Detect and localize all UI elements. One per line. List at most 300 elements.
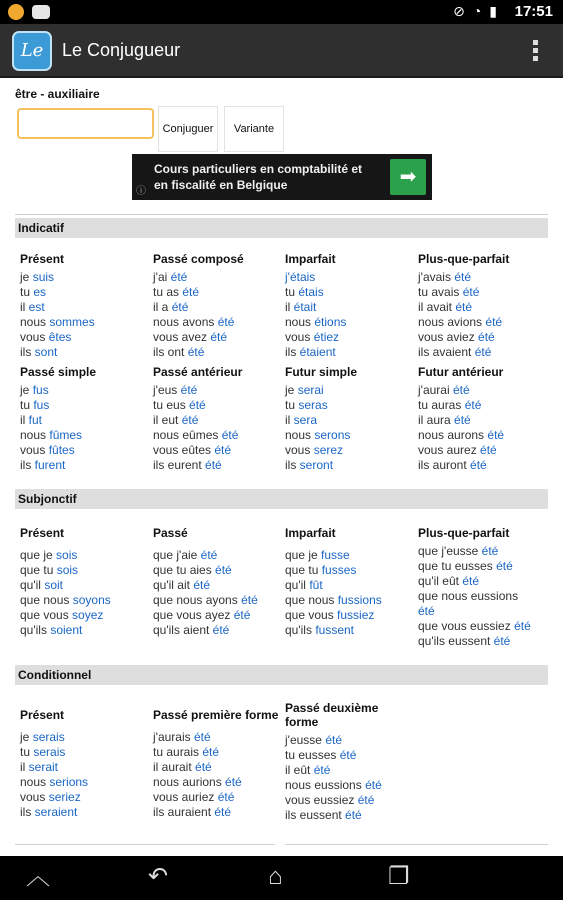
verb-form: été xyxy=(365,778,382,792)
conjugation-row xyxy=(418,383,548,398)
pronoun: vous xyxy=(20,330,49,344)
app-logo-text: Le xyxy=(20,40,44,61)
conjugation-row xyxy=(20,593,150,608)
conjugation-row xyxy=(153,285,283,300)
pronoun: qu'il ait xyxy=(153,578,194,592)
verb-form: soit xyxy=(44,578,63,592)
tense-name: Présent xyxy=(20,252,65,266)
verb-form: été xyxy=(217,790,235,804)
pronoun: qu'il eût xyxy=(418,574,463,588)
verb-form: serait xyxy=(28,760,59,774)
tense-name: Présent xyxy=(20,708,65,722)
pronoun: nous xyxy=(20,315,50,329)
conjugation-row xyxy=(285,285,415,300)
verb-form: étaient xyxy=(299,345,336,359)
verb-form: été xyxy=(345,808,362,822)
conjugation-row xyxy=(285,270,415,285)
ad-arrow-icon[interactable]: ➡ xyxy=(390,159,426,195)
verb-form: serai xyxy=(297,383,324,397)
variant-button[interactable]: Variante xyxy=(224,106,284,152)
conjugation-row xyxy=(285,593,415,608)
verb-form: été xyxy=(200,548,218,562)
pronoun: que nous xyxy=(20,593,73,607)
verb-form: été xyxy=(480,443,497,457)
tense-sub-passe xyxy=(153,526,283,638)
verb-form: fût xyxy=(309,578,323,592)
conjugation-row xyxy=(20,805,150,820)
tense-sub-present xyxy=(20,526,150,638)
pronoun: vous avez xyxy=(153,330,211,344)
verb-form: été xyxy=(452,383,470,397)
verb-form: été xyxy=(171,300,189,314)
conjugation-row xyxy=(20,790,150,805)
verb-form: furent xyxy=(34,458,66,472)
conjugation-row xyxy=(153,745,283,760)
verb-form: sois xyxy=(56,548,78,562)
verb-form: été xyxy=(462,285,480,299)
verb-form: été xyxy=(214,805,232,819)
pronoun: qu'ils eussent xyxy=(418,634,494,648)
verb-form: été xyxy=(214,443,232,457)
pronoun: je xyxy=(20,383,33,397)
main-content xyxy=(0,78,563,856)
pronoun: que nous eussions xyxy=(418,589,519,603)
conjugation-row xyxy=(285,413,415,428)
verb-form: été xyxy=(210,330,228,344)
tense-name: Passé xyxy=(153,526,188,540)
pronoun: nous avons xyxy=(153,315,218,329)
verb-form: été xyxy=(202,745,220,759)
verb-form: été xyxy=(487,428,505,442)
verb-form: j'étais xyxy=(285,270,316,284)
verb-form: été xyxy=(478,330,495,344)
pronoun: qu'il xyxy=(20,578,45,592)
pronoun: que vous xyxy=(20,608,73,622)
pronoun: ils xyxy=(285,345,300,359)
conjugation-row xyxy=(20,563,150,578)
up-chevron-icon[interactable]: ︿ xyxy=(26,863,50,890)
conjugation-row xyxy=(153,593,283,608)
ad-banner[interactable] xyxy=(132,154,432,200)
conjugation-row xyxy=(20,608,150,623)
tense-sub-imparfait xyxy=(285,526,415,638)
verb-form: été xyxy=(418,604,435,618)
verb-form: était xyxy=(293,300,317,314)
home-icon[interactable]: ⌂ xyxy=(268,863,283,890)
conjugation-row xyxy=(153,548,283,563)
tense-name: Passé antérieur xyxy=(153,365,243,379)
conjugation-row xyxy=(418,619,548,634)
pronoun: j'ai xyxy=(153,270,171,284)
verb-form: été xyxy=(189,398,206,412)
conjugation-row xyxy=(153,805,283,820)
verb-form: seras xyxy=(298,398,328,412)
pronoun: que tu aies xyxy=(153,563,216,577)
conjugation-row xyxy=(153,458,283,473)
verb-form: été xyxy=(514,619,531,633)
tense-ind-passe-anterieur xyxy=(153,365,283,473)
conjugation-row xyxy=(418,634,548,649)
pronoun: que tu xyxy=(285,563,322,577)
notification-app-icon xyxy=(8,4,24,20)
ad-text xyxy=(154,161,362,193)
pronoun: nous aurions xyxy=(153,775,226,789)
conjugation-row xyxy=(285,793,395,808)
divider xyxy=(285,844,548,845)
conjugation-row xyxy=(418,300,548,315)
section-subjonctif: Subjonctif xyxy=(15,489,548,509)
conjugation-row xyxy=(418,413,548,428)
verb-form: été xyxy=(485,315,503,329)
conjugation-row xyxy=(285,458,415,473)
conjugation-row xyxy=(153,760,283,775)
verb-form: sont xyxy=(34,345,58,359)
pronoun: vous xyxy=(285,443,314,457)
verb-form: été xyxy=(313,763,331,777)
conjugation-row xyxy=(285,345,415,360)
verb-form: été xyxy=(212,623,230,637)
conjugation-row xyxy=(20,300,150,315)
conjugation-row xyxy=(153,413,283,428)
divider xyxy=(15,214,548,215)
wifi-icon: ◔ xyxy=(472,3,490,19)
ad-line-2: en fiscalité en Belgique xyxy=(154,178,288,192)
verb-form: sommes xyxy=(49,315,95,329)
verb-form: été xyxy=(455,300,473,314)
verb-form: fussions xyxy=(337,593,382,607)
verb-form: fut xyxy=(28,413,43,427)
conjugation-row xyxy=(285,428,415,443)
pronoun: que tu eusses xyxy=(418,559,497,573)
verb-form: été xyxy=(233,608,251,622)
conjugation-row xyxy=(20,345,150,360)
verb-form: été xyxy=(180,383,198,397)
conjugation-row xyxy=(285,563,415,578)
conjugation-row xyxy=(20,383,150,398)
conjugation-row xyxy=(20,578,150,593)
recents-icon[interactable]: ❐ xyxy=(388,863,410,890)
ad-line-1: Cours particuliers en comptabilité et xyxy=(154,162,363,176)
pronoun: ils xyxy=(20,458,35,472)
pronoun: vous auriez xyxy=(153,790,218,804)
pronoun: qu'ils aient xyxy=(153,623,213,637)
verb-form: été xyxy=(454,270,471,284)
verb-form: été xyxy=(464,398,482,412)
verb-input[interactable] xyxy=(17,108,154,139)
pronoun: tu eus xyxy=(153,398,190,412)
pronoun: nous eûmes xyxy=(153,428,222,442)
conjugation-row xyxy=(418,330,548,345)
conjugation-row xyxy=(20,443,150,458)
pronoun: ils eurent xyxy=(153,458,206,472)
verb-form: serions xyxy=(49,775,89,789)
divider xyxy=(15,844,275,845)
pronoun: que nous xyxy=(285,593,338,607)
conjugation-row xyxy=(153,300,283,315)
verb-form: été xyxy=(481,544,499,558)
tense-name: Imparfait xyxy=(285,526,336,540)
conjugation-row xyxy=(153,563,283,578)
verb-form: seriez xyxy=(48,790,81,804)
verb-form: été xyxy=(357,793,375,807)
pronoun: vous xyxy=(20,790,49,804)
conjugation-row xyxy=(153,345,283,360)
conjugation-row xyxy=(418,604,548,619)
pronoun: que vous eussiez xyxy=(418,619,515,633)
pronoun: ils xyxy=(20,805,35,819)
verb-form: été xyxy=(182,285,200,299)
pronoun: j'eusse xyxy=(285,733,326,747)
conjugation-row xyxy=(285,778,395,793)
verb-form: seront xyxy=(299,458,334,472)
verb-form: étions xyxy=(314,315,347,329)
pronoun: tu xyxy=(20,398,34,412)
conjugation-row xyxy=(153,775,283,790)
pronoun: vous eussiez xyxy=(285,793,358,807)
verb-form: été xyxy=(496,559,513,573)
pronoun: je xyxy=(285,383,298,397)
clock: 17:51 xyxy=(514,3,553,20)
conjugation-row xyxy=(153,790,283,805)
conjugation-row xyxy=(153,270,283,285)
pronoun: tu auras xyxy=(418,398,465,412)
pronoun: il xyxy=(20,413,29,427)
pronoun: nous aurons xyxy=(418,428,488,442)
verb-form: soient xyxy=(50,623,83,637)
verb-form: étais xyxy=(298,285,324,299)
app-logo-icon[interactable] xyxy=(12,31,52,71)
pronoun: nous xyxy=(20,428,50,442)
verb-form: été xyxy=(205,458,222,472)
verb-form: été xyxy=(462,574,480,588)
pronoun: il xyxy=(20,760,29,774)
pronoun: il eut xyxy=(153,413,182,427)
conjugation-row xyxy=(285,398,415,413)
conjugation-row xyxy=(153,330,283,345)
action-bar xyxy=(0,24,563,78)
conjugation-row xyxy=(20,745,150,760)
verb-form: fusse xyxy=(321,548,350,562)
conjugation-row xyxy=(418,270,548,285)
tense-ind-present xyxy=(20,252,150,360)
conjugate-button[interactable]: Conjuguer xyxy=(158,106,218,152)
verb-form: été xyxy=(454,413,471,427)
verb-form: été xyxy=(217,315,235,329)
verb-form: fûmes xyxy=(49,428,83,442)
tense-sub-plus-que-parfait xyxy=(418,526,548,649)
pronoun: nous xyxy=(285,428,315,442)
pronoun: j'aurais xyxy=(153,730,194,744)
pronoun: tu xyxy=(285,398,299,412)
pronoun: ils eussent xyxy=(285,808,346,822)
verb-form: serez xyxy=(313,443,344,457)
mute-icon: ⊘ xyxy=(453,3,473,19)
conjugation-row xyxy=(285,548,415,563)
conjugation-row xyxy=(285,808,395,823)
verb-form: été xyxy=(339,748,357,762)
tense-ind-imparfait xyxy=(285,252,415,360)
verb-form: sera xyxy=(293,413,318,427)
pronoun: tu eusses xyxy=(285,748,340,762)
overflow-menu-icon[interactable] xyxy=(533,40,539,62)
tense-ind-plus-que-parfait xyxy=(418,252,548,360)
tense-ind-passe-simple xyxy=(20,365,150,473)
conjugation-row xyxy=(418,345,548,360)
conjugation-row xyxy=(20,730,150,745)
verb-form: été xyxy=(193,730,211,744)
status-bar xyxy=(0,0,563,24)
pronoun: que j'eusse xyxy=(418,544,482,558)
battery-icon: ▮ xyxy=(489,3,505,19)
conjugation-row xyxy=(418,544,548,559)
pronoun: ils ont xyxy=(153,345,188,359)
verb-form: fussiez xyxy=(337,608,375,622)
verb-form: êtes xyxy=(48,330,72,344)
tense-name: Plus-que-parfait xyxy=(418,252,510,266)
pronoun: que nous ayons xyxy=(153,593,242,607)
conjugation-row xyxy=(153,398,283,413)
conjugation-row xyxy=(20,623,150,638)
verb-form: fus xyxy=(32,383,49,397)
conjugation-row xyxy=(418,398,548,413)
conjugation-row xyxy=(153,443,283,458)
pronoun: qu'il xyxy=(285,578,310,592)
pronoun: tu avais xyxy=(418,285,463,299)
pronoun: j'eus xyxy=(153,383,181,397)
conjugation-row xyxy=(418,589,548,604)
verb-form: été xyxy=(193,578,210,592)
tense-name: Présent xyxy=(20,526,65,540)
verb-form: été xyxy=(187,345,205,359)
verb-form: été xyxy=(493,634,511,648)
pronoun: ils auront xyxy=(418,458,471,472)
conjugation-row xyxy=(285,443,415,458)
conjugation-row xyxy=(418,574,548,589)
pronoun: qu'ils xyxy=(285,623,316,637)
pronoun: que je xyxy=(285,548,322,562)
conjugation-row xyxy=(285,330,415,345)
conjugation-row xyxy=(153,608,283,623)
tense-name: Imparfait xyxy=(285,252,336,266)
pronoun: que tu xyxy=(20,563,57,577)
pronoun: vous xyxy=(285,330,314,344)
pronoun: j'avais xyxy=(418,270,455,284)
conjugation-row xyxy=(153,578,283,593)
conjugation-row xyxy=(20,458,150,473)
conjugation-row xyxy=(285,315,415,330)
conjugation-row xyxy=(20,315,150,330)
pronoun: tu xyxy=(20,745,34,759)
verb-form: étiez xyxy=(313,330,340,344)
conjugation-row xyxy=(418,443,548,458)
pronoun: il a xyxy=(153,300,172,314)
pronoun: j'aurai xyxy=(418,383,453,397)
tense-name: Plus-que-parfait xyxy=(418,526,510,540)
conjugation-row xyxy=(418,458,548,473)
verb-form: été xyxy=(181,413,199,427)
verb-form: suis xyxy=(32,270,55,284)
conjugation-row xyxy=(153,623,283,638)
conjugation-row xyxy=(285,300,415,315)
pronoun: que je xyxy=(20,548,57,562)
tense-cond-passe-premiere xyxy=(153,708,283,820)
pronoun: nous eussions xyxy=(285,778,366,792)
verb-form: fusses xyxy=(321,563,357,577)
tense-name: Passé deuxième forme xyxy=(285,701,379,729)
section-indicatif: Indicatif xyxy=(15,218,548,238)
conjugation-row xyxy=(285,733,395,748)
pronoun: il aura xyxy=(418,413,455,427)
conjugation-row xyxy=(153,383,283,398)
verb-form: soyez xyxy=(72,608,104,622)
tense-cond-passe-deuxieme xyxy=(285,701,395,823)
conjugation-row xyxy=(153,730,283,745)
pronoun: tu xyxy=(285,285,299,299)
verb-form: été xyxy=(241,593,258,607)
verb-form: été xyxy=(170,270,188,284)
pronoun: nous xyxy=(285,315,315,329)
pronoun: je xyxy=(20,270,33,284)
verb-form: serons xyxy=(314,428,351,442)
conjugation-row xyxy=(418,428,548,443)
pronoun: ils avaient xyxy=(418,345,475,359)
verb-form: été xyxy=(225,775,242,789)
pronoun: que j'aie xyxy=(153,548,201,562)
ad-info-icon[interactable]: ⓘ xyxy=(136,186,146,197)
verb-form: été xyxy=(325,733,342,747)
pronoun: tu as xyxy=(153,285,183,299)
pronoun: nous xyxy=(20,775,50,789)
verb-form: été xyxy=(195,760,212,774)
pronoun: tu aurais xyxy=(153,745,203,759)
tense-name: Passé composé xyxy=(153,252,244,266)
verb-form: est xyxy=(28,300,45,314)
pronoun: vous eûtes xyxy=(153,443,215,457)
pronoun: il eût xyxy=(285,763,314,777)
pronoun: ils xyxy=(285,458,300,472)
conjugation-row xyxy=(20,270,150,285)
back-icon[interactable]: ↶ xyxy=(148,863,169,890)
verb-form: été xyxy=(474,345,492,359)
pronoun: nous avions xyxy=(418,315,486,329)
status-icons xyxy=(453,3,505,20)
verb-form: été xyxy=(221,428,239,442)
conjugation-row xyxy=(20,330,150,345)
pronoun: vous aurez xyxy=(418,443,481,457)
tense-ind-futur-anterieur xyxy=(418,365,548,473)
conjugation-row xyxy=(285,748,395,763)
tense-name: Passé première forme xyxy=(153,708,279,722)
conjugation-row xyxy=(418,285,548,300)
pronoun: je xyxy=(20,730,33,744)
tense-ind-futur-simple xyxy=(285,365,415,473)
pronoun: il aurait xyxy=(153,760,196,774)
conjugation-row xyxy=(20,760,150,775)
verb-form: été xyxy=(215,563,232,577)
conjugation-row xyxy=(285,383,415,398)
tense-name: Futur simple xyxy=(285,365,358,379)
verb-form: sois xyxy=(56,563,79,577)
verb-form: été xyxy=(470,458,487,472)
conjugation-row xyxy=(20,398,150,413)
verb-form: fus xyxy=(33,398,50,412)
conjugation-row xyxy=(20,548,150,563)
conjugation-row xyxy=(418,315,548,330)
conjugation-row xyxy=(20,413,150,428)
pronoun: il xyxy=(285,413,294,427)
verb-form: fussent xyxy=(315,623,355,637)
section-conditionnel: Conditionnel xyxy=(15,665,548,685)
